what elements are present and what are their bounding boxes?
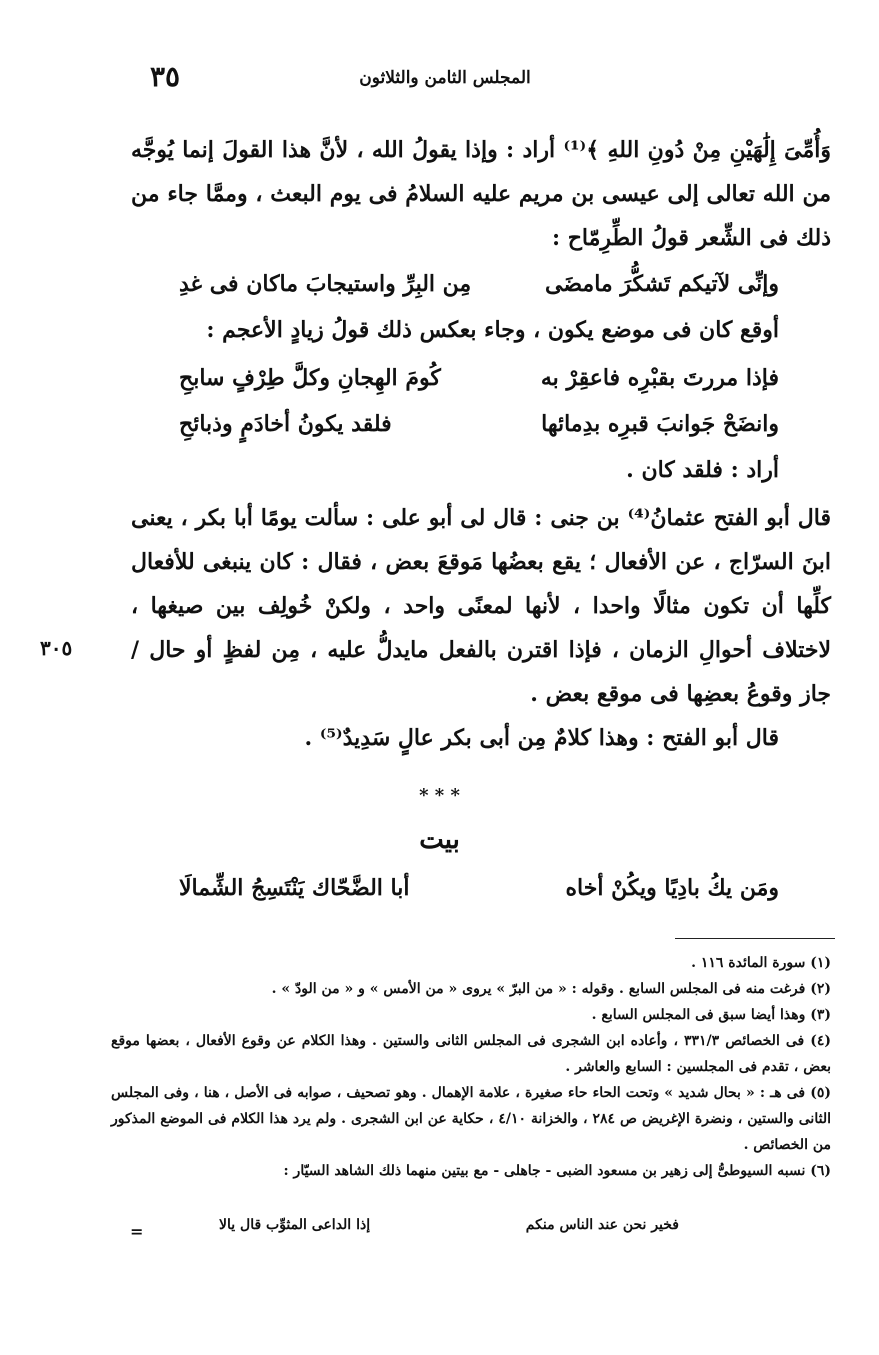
- verse-1-first-hemistich: وإنِّى لآتيكم تَشكُّرَ مامضَى: [545, 271, 779, 297]
- verse-3-first-hemistich: وانضَحْ جَوانبَ قبرِه بدِمائها: [541, 411, 779, 437]
- footnote-1: (١) سورة المائدة ١١٦ .: [691, 955, 831, 971]
- section-separator: * * *: [419, 785, 460, 806]
- verse-4-first-hemistich: ومَن يكُ بادِيًا ويكُنْ أخاه: [565, 875, 779, 901]
- running-title: المجلس الثامن والثلاثون: [359, 68, 531, 88]
- line-3: أراد : فلقد كان .: [626, 457, 779, 483]
- footnote-6: (٦) نسبه السيوطىُّ إلى زهير بن مسعود الضبى - جاهلى - مع بيتين منهما ذلك الشاهد السيّار :: [283, 1163, 831, 1179]
- line-2: أوقع كان فى موضع يكون ، وجاء بعكس ذلك قولُ زيادٍ الأعجم :: [206, 317, 779, 343]
- verse-1: [179, 262, 779, 306]
- footnote-2: (٢) فرغت منه فى المجلس السابع . وقوله : « من البرّ » يروى « من الأمس » و « من الودّ » .: [271, 981, 831, 997]
- verse-1-second-hemistich: مِن البِرِّ واستيجابَ ماكان فى غدِ: [179, 271, 472, 297]
- footnote-5: (٥) فى هـ : « بحال شديد » وتحت الحاء حاء صغيرة ، علامة الإهمال . وهو تصحيف ، صوابه فى الأصل ، هنا ، وفى المجلس الثانى والستين ، ونضرة الإغريض ص ٢٨٤ ، والخزانة ٤/١٠ ، حكاية عن ابن الشجرى . ولم يرد هذا الكلام فى الموضع المذكور من الخصائص .: [111, 1085, 831, 1153]
- footnote-verse-second-hemistich: إذا الداعى المثوِّب قال يالا: [219, 1217, 371, 1233]
- verse-4-second-hemistich: أبا الضَّحّاك يَنْتَسِجُ الشِّمالَا: [179, 875, 410, 901]
- verse-2: [179, 356, 779, 400]
- verse-4: [179, 866, 779, 910]
- paragraph-1: وَأُمِّىَ إِلَٰهَيْنِ مِنْ دُونِ اللهِ ﴾⁽¹⁾ أراد : وإذا يقولُ الله ، لأنَّ هذا القولَ إنما يُوجَّه من الله تعالى إلى عيسى بن مريم عليه السلامُ فى يوم البعث ، وممَّا جاء من ذلك فى الشِّعر قولُ الطِّرِمّاح :: [131, 137, 831, 251]
- footnote-rule: [675, 938, 835, 939]
- footnote-verse: [159, 1217, 679, 1233]
- footnote-4: (٤) فى الخصائص ٣٣١/٣ ، وأعاده ابن الشجرى فى المجلس الثانى والستين . وهذا الكلام عن وقوع الأفعال ، بعضها موقع بعض ، تقدم فى المجلسين : السابع والعاشر .: [111, 1033, 831, 1075]
- section-title: بيت: [419, 825, 460, 855]
- line-4: قال أبو الفتح : وهذا كلامٌ مِن أبى بكر عالٍ سَدِيدٌ⁽⁵⁾ .: [304, 725, 779, 751]
- footnote-verse-first-hemistich: فخير نحن عند الناس منكم: [525, 1217, 679, 1233]
- page-number: ٣٥: [150, 60, 181, 93]
- verse-2-first-hemistich: فإذا مررتَ بقبْرِه فاعقِرْ به: [540, 365, 779, 391]
- margin-reference-number: ٣٠٥: [40, 636, 73, 660]
- verse-3-second-hemistich: فلقد يكونُ أخادَمٍ وذبائحِ: [179, 411, 392, 437]
- paragraph-2: قال أبو الفتح عثمانُ⁽⁴⁾ بن جنى : قال لى أبو على : سألت يومًا أبا بكر ، يعنى ابنَ السرّاج ، عن الأفعال ؛ يقع بعضُها مَوقعَ بعض ، فقال : كان ينبغى للأفعال كلِّها أن تكون مثالًا واحدا ، لأنها لمعنًى واحد ، ولكنْ خُولِف بين صيغها ، لاختلاف أحوالِ الزمان ، فإذا اقترن بالفعل مايدلُّ عليه ، مِن لفظٍ أو حال / جاز وقوعُ بعضِها فى موقع بعض .: [131, 505, 831, 707]
- verse-3: [179, 402, 779, 446]
- continuation-mark: =: [130, 1222, 144, 1241]
- footnote-3: (٣) وهذا أيضا سبق فى المجلس السابع .: [591, 1007, 831, 1023]
- footnotes: [111, 950, 831, 1184]
- verse-2-second-hemistich: كُومَ الهِجانِ وكلَّ طِرْفٍ سابحِ: [179, 365, 441, 391]
